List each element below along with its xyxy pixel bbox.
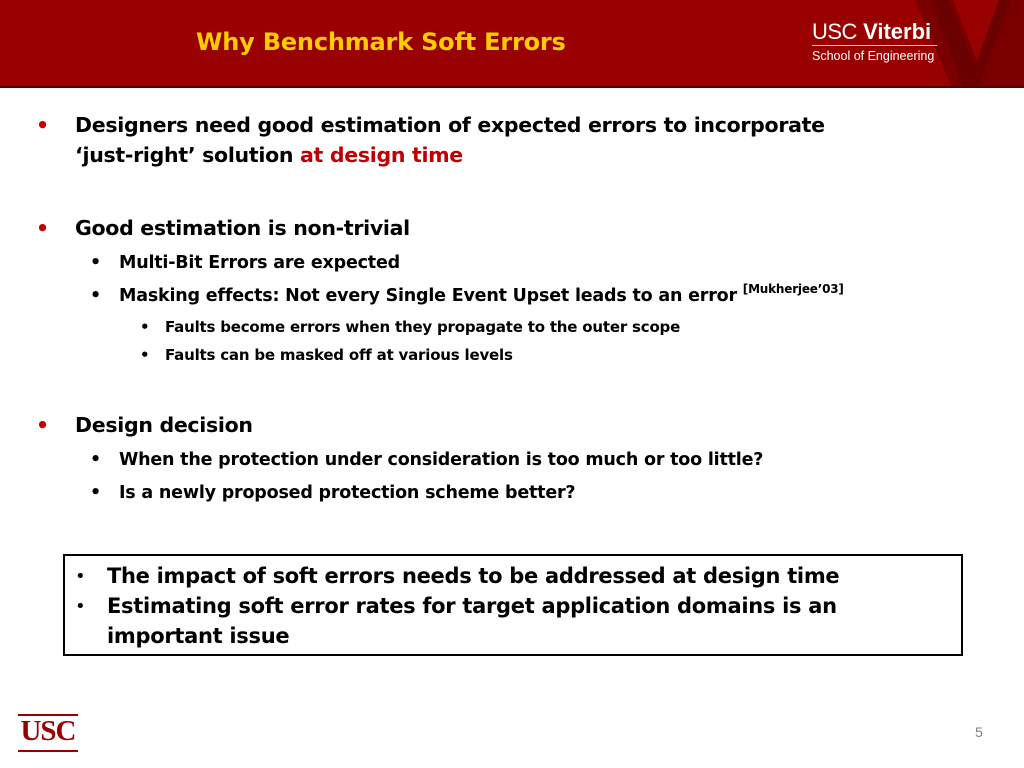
bullet-marker: • (36, 216, 49, 240)
summary-item: The impact of soft errors needs to be addressed at design time (107, 564, 840, 588)
usc-footer-logo (18, 712, 78, 752)
summary-item: Estimating soft error rates for target application domains is an (107, 594, 837, 618)
logo-viterbi-text: Viterbi (863, 19, 932, 44)
sub-bullet-marker: • (90, 483, 101, 503)
logo-usc-text: USC (812, 19, 857, 44)
bullet-marker: • (36, 113, 49, 137)
slide-title: Why Benchmark Soft Errors (196, 28, 566, 56)
logo-subtitle: School of Engineering (812, 49, 935, 63)
highlight-text: at design time (300, 143, 463, 167)
bullet-text: Designers need good estimation of expected errors to incorporate (75, 113, 825, 137)
sub-sub-bullet-marker: • (140, 318, 150, 336)
sub-bullet-text: When the protection under consideration is too much or too little? (119, 450, 764, 470)
sub-bullet-marker: • (90, 450, 101, 470)
summary-bullet-marker: • (75, 596, 86, 617)
bullet-text-plain: ‘just-right’ solution (75, 143, 300, 167)
summary-bullet-marker: • (75, 566, 86, 587)
page-number: 5 (975, 724, 983, 740)
sub-bullet-marker: • (90, 286, 101, 306)
logo-rule (18, 750, 78, 752)
sub-bullet-text: Is a newly proposed protection scheme better? (119, 483, 576, 503)
sub-bullet-main-text: Masking effects: Not every Single Event Upset leads to an error (119, 286, 743, 306)
citation: [Mukherjee’03] (742, 282, 844, 296)
usc-logo-text: USC (20, 715, 76, 747)
sub-bullet-marker: • (90, 253, 101, 273)
bullet-text: Design decision (75, 413, 253, 437)
sub-sub-bullet-text: Faults can be masked off at various levels (165, 346, 513, 364)
sub-bullet-text (119, 282, 844, 306)
sub-sub-bullet-marker: • (140, 346, 150, 364)
summary-item-continued: important issue (107, 624, 290, 648)
summary-box (63, 554, 963, 656)
sub-bullet-text: Multi-Bit Errors are expected (119, 253, 400, 273)
sub-sub-bullet-text: Faults become errors when they propagate to the outer scope (165, 318, 681, 336)
bullet-text: Good estimation is non-trivial (75, 216, 410, 240)
bullet-marker: • (36, 413, 49, 437)
bullet-text-continued (75, 143, 463, 167)
